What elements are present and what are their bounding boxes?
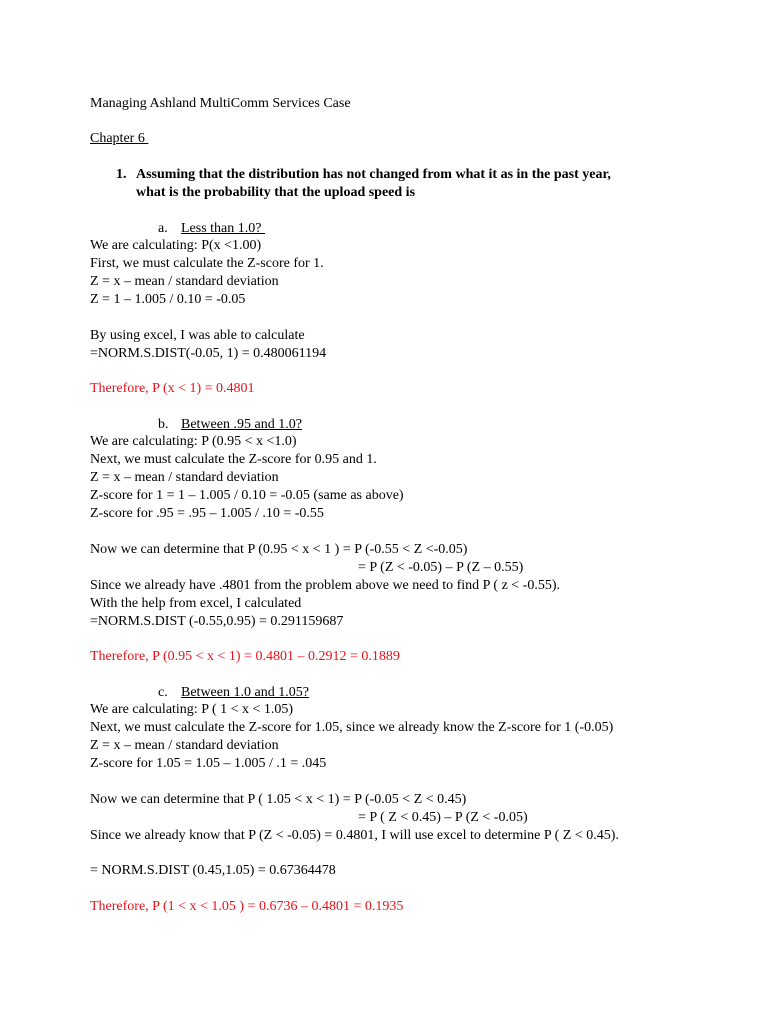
part-c-line: Next, we must calculate the Z-score for 1.05, since we already know the Z-score for 1 (-0.05) xyxy=(90,720,614,735)
part-c-heading: Between 1.0 and 1.05? xyxy=(181,685,309,700)
part-c-line: = NORM.S.DIST (0.45,1.05) = 0.67364478 xyxy=(90,863,336,878)
part-c-letter: c. xyxy=(158,685,168,700)
part-b-line: =NORM.S.DIST (-0.55,0.95) = 0.291159687 xyxy=(90,614,344,629)
part-c-line: Since we already know that P (Z < -0.05) = 0.4801, I will use excel to determine P ( Z < 0.45). xyxy=(90,828,619,843)
part-b-line: With the help from excel, I calculated xyxy=(90,596,302,611)
part-a-line: By using excel, I was able to calculate xyxy=(90,328,305,343)
part-b-line: Now we can determine that P (0.95 < x < 1 ) = P (-0.55 < Z <-0.05) xyxy=(90,542,468,557)
question-text-line-1: Assuming that the distribution has not changed from what it as in the past year, xyxy=(136,167,611,182)
part-c-line: = P ( Z < 0.45) – P (Z < -0.05) xyxy=(358,810,528,825)
part-c-line: We are calculating: P ( 1 < x < 1.05) xyxy=(90,702,294,717)
part-b-line: Z-score for .95 = .95 – 1.005 / .10 = -0.55 xyxy=(90,506,324,521)
part-a-line: Z = 1 – 1.005 / 0.10 = -0.05 xyxy=(90,292,246,307)
part-a-result: Therefore, P (x < 1) = 0.4801 xyxy=(90,381,255,396)
part-b-result: Therefore, P (0.95 < x < 1) = 0.4801 – 0.2912 = 0.1889 xyxy=(90,649,400,664)
part-c-line: Z-score for 1.05 = 1.05 – 1.005 / .1 = .045 xyxy=(90,756,327,771)
part-a-line: First, we must calculate the Z-score for 1. xyxy=(90,256,324,271)
part-b-letter: b. xyxy=(158,417,169,432)
part-b-line: We are calculating: P (0.95 < x <1.0) xyxy=(90,434,297,449)
part-b-line: Since we already have .4801 from the problem above we need to find P ( z < -0.55). xyxy=(90,578,561,593)
part-b-heading: Between .95 and 1.0? xyxy=(181,417,302,432)
part-b-line: = P (Z < -0.05) – P (Z – 0.55) xyxy=(358,560,524,575)
part-a-line: We are calculating: P(x <1.00) xyxy=(90,238,262,253)
part-a-line: Z = x – mean / standard deviation xyxy=(90,274,279,289)
question-text-line-2: what is the probability that the upload speed is xyxy=(136,185,416,200)
part-b-line: Z-score for 1 = 1 – 1.005 / 0.10 = -0.05 (same as above) xyxy=(90,488,404,503)
part-a-letter: a. xyxy=(158,221,168,236)
part-c-line: Z = x – mean / standard deviation xyxy=(90,738,279,753)
chapter-heading: Chapter 6 xyxy=(90,131,149,146)
part-b-line: Z = x – mean / standard deviation xyxy=(90,470,279,485)
part-c-line: Now we can determine that P ( 1.05 < x < 1) = P (-0.05 < Z < 0.45) xyxy=(90,792,467,807)
document-title: Managing Ashland MultiComm Services Case xyxy=(90,96,351,111)
question-number: 1. xyxy=(116,167,127,182)
part-a-line: =NORM.S.DIST(-0.05, 1) = 0.480061194 xyxy=(90,346,327,361)
part-b-line: Next, we must calculate the Z-score for 0.95 and 1. xyxy=(90,452,377,467)
part-c-result: Therefore, P (1 < x < 1.05 ) = 0.6736 – 0.4801 = 0.1935 xyxy=(90,899,404,914)
part-a-heading: Less than 1.0? xyxy=(181,221,265,236)
